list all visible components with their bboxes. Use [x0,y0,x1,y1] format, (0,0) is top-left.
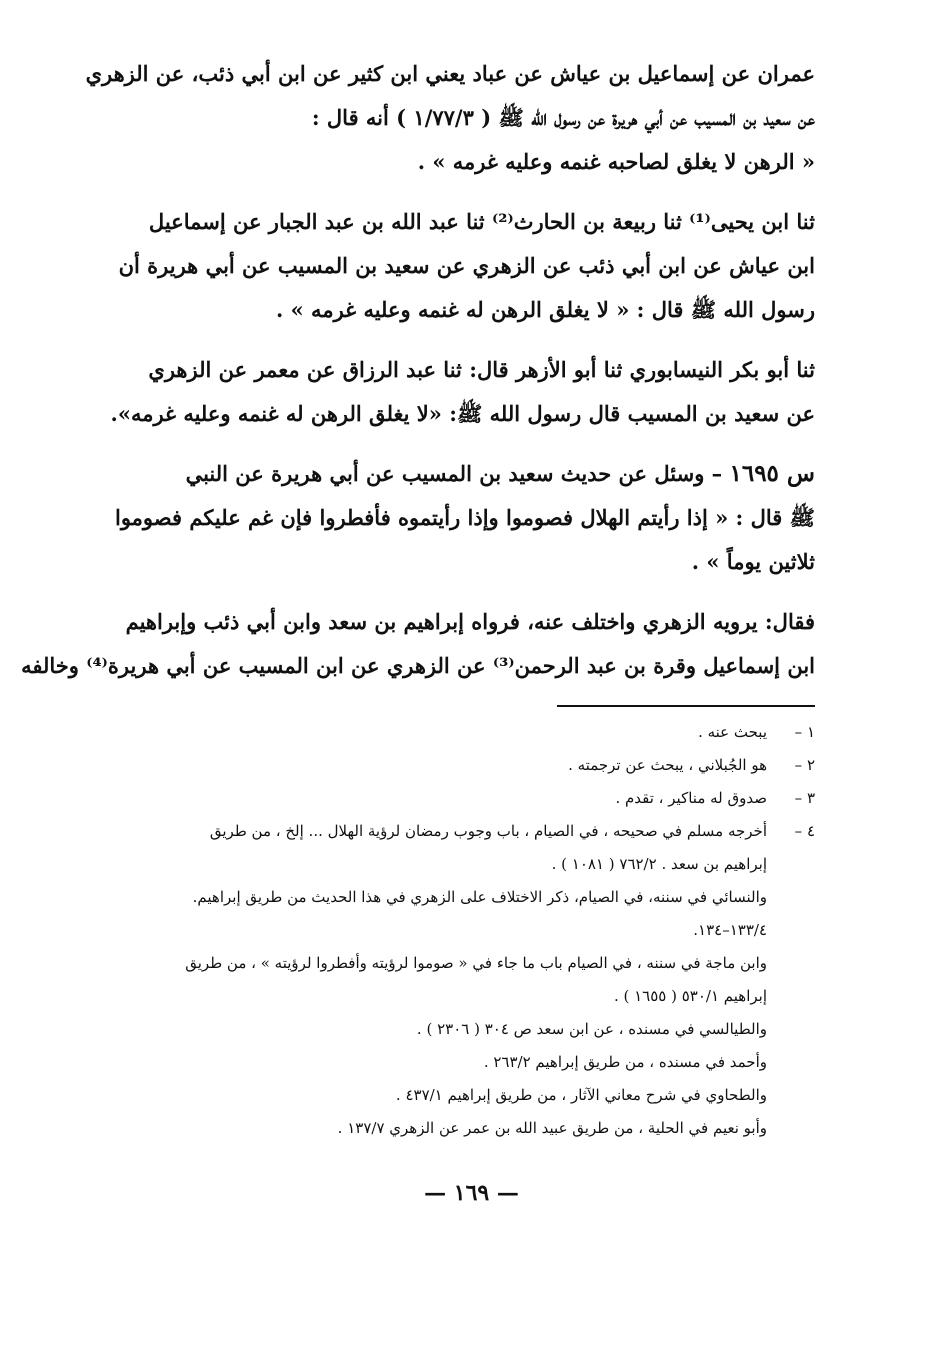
footnote-text: صدوق له مناكير ، تقدم . [615,789,767,807]
footnote-1 [125,716,815,749]
footnote-2 [125,749,815,782]
footnote-4 [125,815,815,881]
text-line: رسول الله ﷺ قال : « لا يغلق الرهن له غنمه وعليه غرمه » . [276,297,815,322]
question-number: س ١٦٩٥ [729,460,815,487]
paragraph-1 [85,52,815,184]
footnote-text: أخرجه مسلم في صحيحه ، في الصيام ، باب وجوب رمضان لرؤية الهلال ... إلخ ، من طريق [209,822,767,840]
footnote-number: ١ – [794,723,815,741]
main-text [21,52,815,704]
footnote-number: ٤ – [794,822,815,840]
page-number: — ١٦٩ — [424,1180,519,1206]
text-line: ثنا ابن يحيى⁽¹⁾ ثنا ربيعة بن الحارث⁽²⁾ ثنا عبد الله بن عبد الجبار عن إسماعيل [148,209,815,234]
footnote-text: يبحث عنه . [698,723,767,741]
paragraph-5 [21,600,815,688]
footnote-text: هو الجُبلاني ، يبحث عن ترجمته . [568,756,767,774]
footnote-number: ٣ – [794,789,815,807]
text-line: ابن إسماعيل وقرة بن عبد الرحمن⁽³⁾ عن الزهري عن ابن المسيب عن أبي هريرة⁽⁴⁾ وخالفه [21,653,815,678]
footnotes [125,716,815,1145]
text-line: عمران عن إسماعيل بن عياش عن عباد يعني ابن كثير عن ابن أبي ذئب، عن الزهري [85,61,815,86]
footnote-divider [557,705,815,707]
paragraph-3 [110,348,815,436]
text-line: ابن عياش عن ابن أبي ذئب عن الزهري عن سعيد بن المسيب عن أبي هريرة أن [118,253,815,278]
footnote-text: والطحاوي في شرح معاني الآثار ، من طريق إبراهيم ٤٣٧/١ . [395,1086,767,1104]
footnote-text: إبراهيم بن سعد . ٧٦٢/٢ ( ١٠٨١ ) . [551,855,767,873]
footnote-text: ١٣٣/٤–١٣٤. [693,921,767,939]
footnote-text: وابن ماجة في سننه ، في الصيام باب ما جاء في « صوموا لرؤيته وأفطروا لرؤيته » ، من طريق [185,954,767,972]
footnote-3 [125,782,815,815]
footnote-text: وأبو نعيم في الحلية ، من طريق عبيد الله بن عمر عن الزهري ١٣٧/٧ . [337,1119,767,1137]
text-line: ثلاثين يوماً » . [691,549,815,574]
paragraph-2 [118,200,815,332]
text-line [125,452,815,496]
footnote-text: والنسائي في سننه، في الصيام، ذكر الاختلاف على الزهري في هذا الحديث من طريق إبراهيم. [192,888,767,906]
question-paragraph [115,452,815,584]
footnote-4-continuation [125,881,815,1145]
text-line: « الرهن لا يغلق لصاحبه غنمه وعليه غرمه » . [417,149,815,174]
footnote-text: والطيالسي في مسنده ، عن ابن سعد ص ٣٠٤ ( ٢٣٠٦ ) . [416,1020,767,1038]
footnote-text: إبراهيم ٥٣٠/١ ( ١٦٥٥ ) . [613,987,767,1005]
text-line: عن سعيد بن المسيب قال رسول الله ﷺ: «لا يغلق الرهن له غنمه وعليه غرمه». [110,401,815,426]
text-line: عن سعيد بن المسيب عن أبي هريرة عن رسول الله ﷺ ( ١/٧٧/٣ ) أنه قال : [311,105,815,130]
footnote-text: وأحمد في مسنده ، من طريق إبراهيم ٢٦٣/٢ . [483,1053,767,1071]
footnote-number: ٢ – [794,756,815,774]
text-line: فقال: يرويه الزهري واختلف عنه، فرواه إبراهيم بن سعد وابن أبي ذئب وإبراهيم [125,609,815,634]
text-line: ثنا أبو بكر النيسابوري ثنا أبو الأزهر قال: ثنا عبد الرزاق عن معمر عن الزهري [148,357,815,382]
question-text: – وسئل عن حديث سعيد بن المسيب عن أبي هريرة عن النبي [185,461,723,486]
text-line: ﷺ قال : « إذا رأيتم الهلال فصوموا وإذا رأيتموه فأفطروا فإن غم عليكم فصوموا [115,505,815,530]
